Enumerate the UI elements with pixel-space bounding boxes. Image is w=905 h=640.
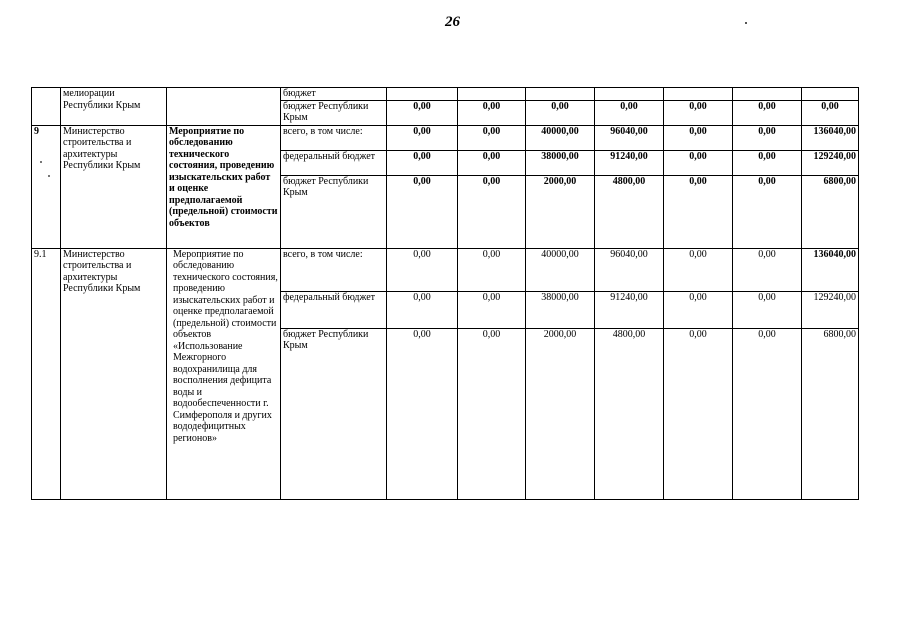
row-organization: Министерство строительства и архитектуры Республики Крым [61,125,167,248]
table-cell: 0,00 [664,100,733,125]
table-cell: 0,00 [526,100,595,125]
table-cell: 0,00 [802,100,859,125]
table-cell: 136040,00 [802,248,859,291]
row-event: Мероприятие по обследованию технического состояния, проведению изыскательских работ и оценке предполагаемой (предельной) стоимости объектов [167,125,281,248]
table-cell: 0,00 [595,100,664,125]
table-cell: 0,00 [458,150,526,175]
table-cell: 91240,00 [595,291,664,328]
table-cell: 0,00 [733,175,802,248]
table-cell: 4800,00 [595,328,664,499]
table-cell: 38000,00 [526,291,595,328]
row-index: 9 [32,125,61,248]
table-cell: 0,00 [458,100,526,125]
row-index: 9.1 [32,248,61,499]
table-cell [664,88,733,101]
table-cell: 129240,00 [802,150,859,175]
table-cell: 0,00 [387,125,458,150]
table-cell [458,88,526,101]
row-organization: Министерство строительства и архитектуры Республики Крым [61,248,167,499]
scan-speck [745,22,747,24]
table-cell: 136040,00 [802,125,859,150]
source-label: бюджет Республики Крым [281,175,387,248]
source-label: всего, в том числе: [281,248,387,291]
table-cell: 91240,00 [595,150,664,175]
table-cell: 38000,00 [526,150,595,175]
source-label: бюджет [281,88,387,101]
source-label: федеральный бюджет [281,150,387,175]
table-cell: 0,00 [458,125,526,150]
table-cell [595,88,664,101]
table-cell: 0,00 [458,291,526,328]
table-row [32,248,859,291]
page-number: 26 [445,14,460,30]
table-cell: 0,00 [664,248,733,291]
table-cell: 0,00 [733,125,802,150]
source-label: федеральный бюджет [281,291,387,328]
table-cell: 0,00 [733,100,802,125]
table-cell: 0,00 [664,291,733,328]
row-event [167,88,281,126]
row-index [32,88,61,126]
source-label: всего, в том числе: [281,125,387,150]
table-cell: 0,00 [387,175,458,248]
table-cell: 0,00 [733,150,802,175]
row-organization: мелиорации Республики Крым [61,88,167,126]
table-cell: 6800,00 [802,175,859,248]
table-cell: 0,00 [458,328,526,499]
table-cell: 96040,00 [595,248,664,291]
row-event: Мероприятие по обследованию технического состояния, проведению изыскательских работ и оценке предполагаемой (предельной) стоимости объектов «Использование Межгорного водохранилища для восполнения дефицита воды и водообеспеченности г. Симферополя и других вододефицитных регионов» [167,248,281,499]
budget-table [31,87,859,500]
table-cell: 0,00 [733,291,802,328]
table-cell: 0,00 [387,291,458,328]
table-cell: 0,00 [664,328,733,499]
table-cell [802,88,859,101]
table-cell: 0,00 [664,150,733,175]
table-cell: 0,00 [733,328,802,499]
table-cell [387,88,458,101]
source-label: бюджет Республики Крым [281,100,387,125]
table-cell: 2000,00 [526,175,595,248]
table-cell [526,88,595,101]
table-cell: 0,00 [458,248,526,291]
table-cell: 0,00 [387,248,458,291]
table-cell: 0,00 [387,100,458,125]
table-cell: 129240,00 [802,291,859,328]
table-cell: 2000,00 [526,328,595,499]
table-cell: 0,00 [664,125,733,150]
table-cell: 0,00 [733,248,802,291]
table-cell: 40000,00 [526,125,595,150]
source-label: бюджет Республики Крым [281,328,387,499]
table-cell: 0,00 [458,175,526,248]
table-cell [733,88,802,101]
table-cell: 6800,00 [802,328,859,499]
table-row [32,125,859,150]
table-cell: 0,00 [387,328,458,499]
table-cell: 0,00 [387,150,458,175]
table-cell: 0,00 [664,175,733,248]
table-cell: 96040,00 [595,125,664,150]
table-row [32,88,859,101]
table-cell: 4800,00 [595,175,664,248]
table-cell: 40000,00 [526,248,595,291]
